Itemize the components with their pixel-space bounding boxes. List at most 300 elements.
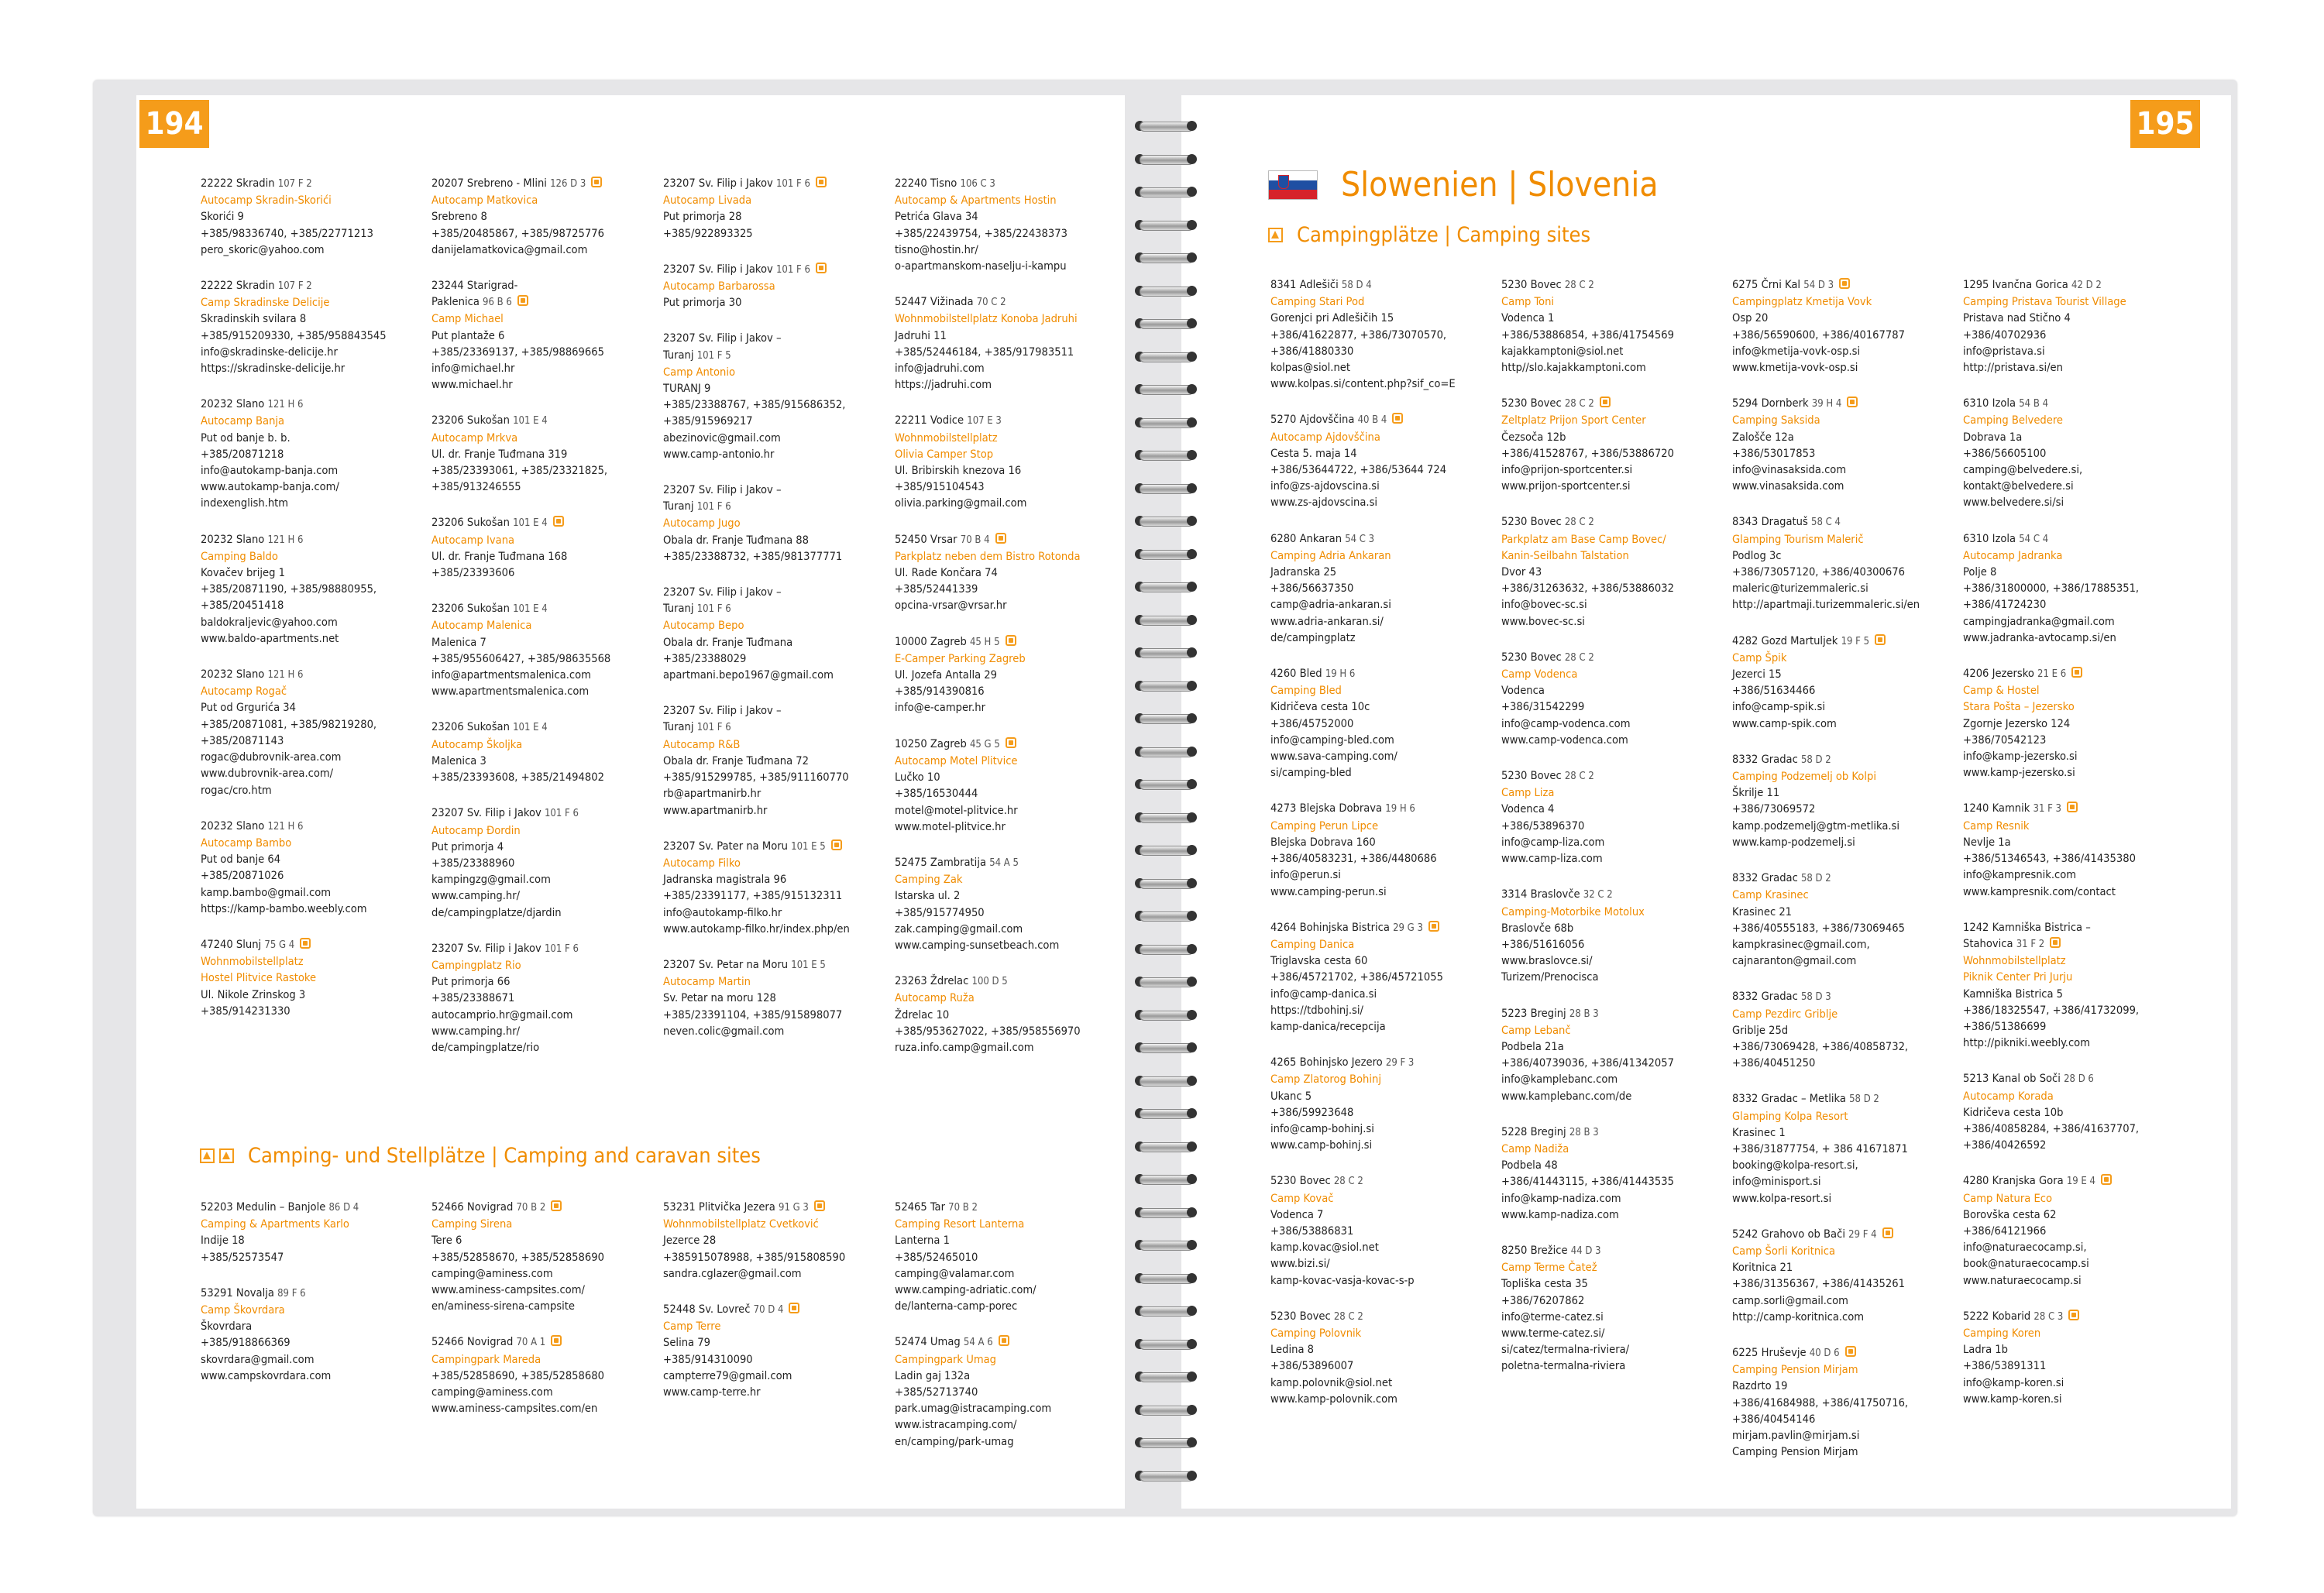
entry-location — [1270, 919, 1492, 936]
map-grid-reference: 54 A 6 — [963, 1337, 993, 1349]
contact-line: Lanterna 1 — [895, 1234, 950, 1248]
contact-line: info@camp-liza.com — [1501, 835, 1605, 849]
contact-line: www.dubrovnik-area.com/ — [201, 767, 334, 781]
campsite-name: Camp Nadiža — [1501, 1142, 1569, 1155]
location-text: 52448 Sv. Lovreč — [663, 1303, 751, 1317]
spiral-ring — [1135, 314, 1197, 334]
contact-line: kamp-danica/recepcija — [1270, 1019, 1386, 1033]
contact-line: Griblje 25d — [1732, 1023, 1789, 1037]
contact-line: Vodenca 1 — [1501, 311, 1555, 325]
contact-line: +385/52858690, +385/52858680 — [431, 1368, 604, 1382]
page-number-left: 194 — [139, 100, 209, 148]
slovenia-flag-icon — [1268, 170, 1318, 200]
contact-line: Lučko 10 — [895, 771, 940, 784]
campsite-entry — [431, 412, 653, 495]
contact-line: +385/20871218 — [201, 447, 284, 461]
spiral-ring — [1135, 215, 1197, 235]
location-text: Turanj — [663, 720, 694, 734]
spiral-ring — [1135, 840, 1197, 860]
spiral-ring — [1135, 347, 1197, 367]
location-text: 20232 Slano — [201, 532, 265, 546]
campsite-entry — [431, 514, 653, 581]
campsite-entry — [431, 277, 653, 294]
entry-location — [1963, 1070, 2185, 1087]
entry-location — [663, 956, 885, 973]
spiral-ring — [1135, 1367, 1197, 1387]
contact-line: Koritnica 21 — [1732, 1261, 1793, 1275]
campsite-entry — [895, 736, 1116, 835]
campsite-name: Wohnmobilstellplatz Konoba Jadruhi — [895, 312, 1078, 326]
contact-line: Dvor 43 — [1501, 565, 1542, 579]
location-text: 6310 Izola — [1963, 531, 2016, 545]
campsite-name: Glamping Kolpa Resort — [1732, 1109, 1848, 1123]
entry-location — [663, 702, 885, 719]
motorhome-pitch-icon — [2068, 1310, 2079, 1320]
spiral-ring — [1135, 1466, 1197, 1486]
contact-line: +386/53896007 — [1270, 1359, 1354, 1373]
location-text: 23206 Sukošan — [431, 602, 510, 616]
entry-location — [1963, 800, 2185, 817]
campsite-entry — [431, 175, 653, 258]
location-text: 8332 Gradac – Metlika — [1732, 1092, 1846, 1106]
entry-location — [1270, 800, 1492, 817]
contact-line: +386/64121966 — [1963, 1224, 2047, 1238]
contact-line: campingjadranka@gmail.com — [1963, 614, 2115, 628]
map-grid-reference: 54 C 4 — [2019, 533, 2049, 545]
contact-line: Ul. Nikole Zrinskog 3 — [201, 987, 306, 1001]
campsite-entry — [201, 531, 422, 647]
campsite-entry — [201, 1199, 422, 1265]
motorhome-pitch-icon — [1847, 397, 1858, 407]
contact-line: +386/45721702, +386/45721055 — [1270, 970, 1443, 984]
campsite-name: Autocamp R&B — [663, 737, 741, 751]
contact-line: www.motel-plitvice.hr — [895, 819, 1006, 833]
location-text: 52450 Vrsar — [895, 532, 957, 546]
spiral-ring — [1135, 445, 1197, 465]
contact-line: +385/915774950 — [895, 905, 985, 919]
contact-line: www.jadranka-avtocamp.si/en — [1963, 630, 2116, 644]
contact-line: info@kmetija-vovk-osp.si — [1732, 344, 1861, 358]
spiral-ring — [1135, 1137, 1197, 1157]
campsite-entry — [1732, 276, 1954, 376]
contact-line: Obala dr. Franje Tuđmana — [663, 635, 793, 649]
contact-line: +385/915209330, +385/958843545 — [201, 328, 387, 342]
contact-line: Jezerci 15 — [1732, 668, 1782, 681]
spiral-ring — [1135, 413, 1197, 433]
entry-location — [1270, 411, 1492, 428]
contact-line: +386/18325547, +386/41732099, — [1963, 1003, 2140, 1017]
location-text: 23207 Sv. Filip i Jakov — [431, 806, 541, 820]
campsite-name: Autocamp Bepo — [663, 619, 744, 633]
contact-line: +386/40702936 — [1963, 328, 2047, 342]
motorhome-pitch-icon — [1839, 278, 1850, 289]
entry-location — [1501, 767, 1723, 784]
spiral-ring — [1135, 610, 1197, 630]
contact-line: https://jadruhi.com — [895, 378, 992, 392]
campsite-name: Glamping Tourism Malerič — [1732, 532, 1864, 546]
contact-line: +386/53886831 — [1270, 1224, 1354, 1238]
location-text: 23206 Sukošan — [431, 720, 510, 734]
campsite-entry — [201, 396, 422, 511]
contact-line: pero_skoric@yahoo.com — [201, 242, 325, 256]
campsite-name: Autocamp Ivana — [431, 533, 515, 547]
location-text: Paklenica — [431, 295, 480, 309]
contact-line: motel@motel-plitvice.hr — [895, 803, 1018, 817]
location-text: 5228 Breginj — [1501, 1124, 1566, 1138]
contact-line: www.kolpas.si/content.php?sif_co=E — [1270, 377, 1456, 391]
contact-line: o-apartmanskom-naselju-i-kampu — [895, 259, 1067, 273]
entry-location — [1732, 633, 1954, 650]
contact-line: indexenglish.htm — [201, 496, 289, 510]
contact-line: +386/41528767, +386/53886720 — [1501, 446, 1674, 460]
map-grid-reference: 19 H 6 — [1325, 668, 1356, 681]
campsite-entry — [201, 936, 422, 1019]
motorhome-pitch-icon — [591, 177, 602, 187]
campsite-name: Camp Kovač — [1270, 1191, 1334, 1205]
contact-line: info@pristava.si — [1963, 344, 2045, 358]
contact-line: info@skradinske-delicije.hr — [201, 345, 338, 359]
contact-line: de/campingplatze/rio — [431, 1040, 540, 1054]
contact-line: de/lanterna-camp-porec — [895, 1299, 1018, 1313]
contact-line: +385/20871190, +385/98880955, — [201, 582, 377, 596]
campsite-entry — [1732, 1344, 1954, 1460]
spiral-ring — [1135, 1235, 1197, 1255]
location-text: 4265 Bohinjsko Jezero — [1270, 1056, 1383, 1069]
location-text: 53231 Plitvička Jezera — [663, 1200, 775, 1214]
map-grid-reference: 32 C 2 — [1583, 889, 1613, 901]
motorhome-pitch-icon — [2067, 802, 2078, 812]
contact-line: opcina-vrsar@vrsar.hr — [895, 599, 1007, 613]
contact-line: +386/51386699 — [1963, 1019, 2047, 1033]
contact-line: Dobrava 1a — [1963, 430, 2023, 444]
entry-location — [201, 666, 422, 683]
location-text: 20232 Slano — [201, 397, 265, 411]
location-text: 5230 Bovec — [1501, 650, 1562, 664]
map-grid-reference: 101 E 4 — [513, 722, 548, 734]
spiral-ring — [1135, 1071, 1197, 1091]
motorhome-pitch-icon — [1006, 737, 1016, 748]
motorhome-pitch-icon — [816, 177, 827, 187]
contact-line: Vodenca 4 — [1501, 802, 1555, 816]
location-text: Turanj — [663, 602, 694, 616]
campsite-name: Camp Zlatorog Bohinj — [1270, 1073, 1381, 1087]
contact-line: www.camping.hr/ — [431, 889, 521, 903]
map-grid-reference: 31 F 3 — [2033, 803, 2061, 815]
map-grid-reference: 121 H 6 — [267, 669, 304, 681]
campsite-name: Camp Skradinske Delicije — [201, 296, 330, 310]
campsite-entry — [663, 482, 885, 498]
map-grid-reference: 29 G 3 — [1393, 922, 1423, 934]
entry-location — [895, 1334, 1116, 1351]
map-grid-reference: 70 B 4 — [960, 534, 990, 546]
contact-line: Polje 8 — [1963, 565, 1997, 579]
location-text: 23207 Sv. Filip i Jakov – — [663, 585, 782, 599]
campsite-entry — [663, 1199, 885, 1282]
campsite-entry — [1732, 870, 1954, 969]
location-text: 4206 Jezersko — [1963, 667, 2034, 681]
entry-location — [895, 294, 1116, 311]
motorhome-pitch-icon — [1875, 634, 1886, 645]
contact-line: Ul. dr. Franje Tuđmana 319 — [431, 447, 568, 461]
contact-line: www.kamp-polovnik.com — [1270, 1392, 1397, 1406]
entry-location — [431, 719, 653, 736]
location-text: 23207 Sv. Filip i Jakov — [663, 177, 773, 190]
motorhome-pitch-icon — [1006, 635, 1016, 646]
map-grid-reference: 40 B 4 — [1357, 414, 1387, 427]
campsite-entry — [1501, 1005, 1723, 1104]
contact-line: +386/31800000, +386/17885351, — [1963, 582, 2140, 596]
location-text: 1295 Ivančna Gorica — [1963, 278, 2068, 291]
map-grid-reference: 54 C 3 — [1345, 533, 1375, 545]
location-text: 20232 Slano — [201, 668, 265, 681]
map-grid-reference: 54 D 3 — [1803, 280, 1834, 291]
contact-line: +385/914390816 — [895, 685, 985, 699]
campsite-name: Autocamp Matkovica — [431, 194, 538, 208]
contact-line: kolpas@siol.net — [1270, 361, 1351, 375]
map-grid-reference: 101 E 5 — [791, 840, 826, 853]
spiral-ring — [1135, 1005, 1197, 1025]
entry-location — [663, 584, 885, 600]
campsite-name: Autocamp Rogač — [201, 685, 287, 699]
contact-line: +385/23393606 — [431, 566, 515, 580]
contact-line: http://pristava.si/en — [1963, 361, 2063, 375]
motorhome-pitch-icon — [2101, 1174, 2112, 1185]
spiral-ring — [1135, 939, 1197, 960]
contact-line: info@autokamp-filko.hr — [663, 905, 782, 919]
tent-icon — [1268, 228, 1283, 242]
contact-line: Ul. Jozefa Antalla 29 — [895, 668, 998, 682]
contact-line: Pristava nad Stično 4 — [1963, 311, 2071, 325]
contact-line: Škovrdara — [201, 1320, 253, 1334]
contact-line: Indije 18 — [201, 1234, 245, 1248]
campsite-name: Campingpark Umag — [895, 1352, 996, 1366]
location-text: 20232 Slano — [201, 819, 265, 833]
location-text: 5223 Breginj — [1501, 1006, 1566, 1020]
entry-location — [1270, 1308, 1492, 1325]
contact-line: Skorići 9 — [201, 210, 244, 224]
entry-location — [1270, 665, 1492, 682]
campsite-entry — [663, 175, 885, 242]
contact-line: +385/52713740 — [895, 1385, 978, 1399]
entry-location — [663, 1199, 885, 1216]
contact-line: +385/23393061, +385/23321825, — [431, 464, 608, 478]
entry-location — [201, 1199, 422, 1216]
campsite-name: Piknik Center Pri Jurju — [1963, 970, 2073, 984]
location-text: Turanj — [663, 348, 694, 362]
map-grid-reference: 42 D 2 — [2071, 280, 2102, 291]
campsite-name: Camping-Motorbike Motolux — [1501, 905, 1645, 918]
map-grid-reference: 58 D 3 — [1800, 991, 1831, 1004]
map-grid-reference: 29 F 3 — [1385, 1057, 1415, 1069]
entry-location — [1501, 1005, 1723, 1022]
motorhome-pitch-icon — [1428, 921, 1439, 932]
contact-line: Ladra 1b — [1963, 1343, 2008, 1357]
spiral-ring — [1135, 281, 1197, 301]
campsite-entry — [201, 277, 422, 376]
campsite-name: E-Camper Parking Zagreb — [895, 651, 1026, 665]
contact-line: +386/31356367, +386/41435261 — [1732, 1277, 1905, 1291]
entry-location — [895, 531, 1116, 548]
spiral-ring — [1135, 874, 1197, 894]
entry-location — [1501, 276, 1723, 294]
contact-line: Put primorja 66 — [431, 975, 511, 989]
contact-line: en/aminess-sirena-campsite — [431, 1299, 575, 1313]
map-grid-reference: 28 C 2 — [1333, 1176, 1363, 1188]
contact-line: +385/915299785, +385/911160770 — [663, 771, 849, 784]
map-grid-reference: 28 C 2 — [1333, 1310, 1363, 1323]
contact-line: +385/23388671 — [431, 991, 515, 1005]
contact-line: +386/53017853 — [1732, 446, 1816, 460]
contact-line: Škrilje 11 — [1732, 786, 1780, 800]
contact-line: www.adria-ankaran.si/ — [1270, 614, 1384, 628]
campsite-entry — [663, 956, 885, 1039]
entry-location — [895, 1199, 1116, 1216]
contact-line: +385/23388767, +385/915686352, — [663, 398, 846, 412]
entry-location — [431, 277, 653, 294]
entry-location — [431, 1334, 653, 1351]
spiral-ring — [1135, 742, 1197, 762]
campsite-entry — [1732, 988, 1954, 1071]
contact-line: www.camping-sunsetbeach.com — [895, 938, 1060, 952]
contact-line: de/campingplatze/djardin — [431, 905, 562, 919]
campsite-entry — [431, 719, 653, 785]
map-grid-reference: 107 E 3 — [967, 415, 1002, 427]
motorhome-pitch-icon — [814, 1200, 825, 1211]
contact-line: Podbela 48 — [1501, 1159, 1558, 1172]
spiral-ring — [1135, 479, 1197, 499]
contact-line: neven.colic@gmail.com — [663, 1024, 785, 1038]
map-grid-reference: 28 C 2 — [1564, 280, 1594, 291]
contact-line: Zgornje Jezersko 124 — [1963, 716, 2071, 730]
campsite-name: Autocamp Martin — [663, 975, 751, 989]
campsite-entry — [895, 1334, 1116, 1449]
map-grid-reference: 28 C 3 — [2033, 1310, 2064, 1323]
location-text: 8332 Gradac — [1732, 871, 1798, 885]
contact-line: +386/40451250 — [1732, 1056, 1816, 1070]
motorhome-pitch-icon — [553, 516, 564, 527]
contact-line: Jadruhi 11 — [895, 328, 947, 342]
contact-line: si/camping-bled — [1270, 766, 1352, 780]
entry-location — [201, 277, 422, 294]
contact-line: +386/53896370 — [1501, 819, 1585, 833]
contact-line: +385/918866369 — [201, 1336, 290, 1350]
contact-line: camping@aminess.com — [431, 1385, 553, 1399]
entry-location — [431, 805, 653, 822]
contact-line: +386/45752000 — [1270, 716, 1354, 730]
map-grid-reference: 70 B 2 — [516, 1202, 546, 1214]
campsite-name: Camping Sirena — [431, 1217, 513, 1231]
map-grid-reference: 45 H 5 — [969, 636, 1000, 648]
contact-line: Obala dr. Franje Tuđmana 72 — [663, 754, 809, 767]
contact-line: info@bovec-sc.si — [1501, 598, 1587, 612]
campsite-name: Camp Toni — [1501, 295, 1555, 309]
map-grid-reference: 89 F 6 — [277, 1287, 306, 1299]
contact-line: Ukanc 5 — [1270, 1089, 1312, 1103]
location-text: 23206 Sukošan — [431, 516, 510, 530]
campsite-entry — [663, 702, 885, 719]
location-text: 23207 Sv. Filip i Jakov – — [663, 331, 782, 345]
campsite-entry — [1501, 767, 1723, 867]
contact-line: info@camping-bled.com — [1270, 733, 1394, 747]
campsite-entry — [1963, 1308, 2185, 1407]
contact-line: www.kmetija-vovk-osp.si — [1732, 361, 1858, 375]
spiral-ring — [1135, 906, 1197, 926]
entry-location — [1963, 395, 2185, 412]
campsite-name: Camping Podzemelj ob Kolpi — [1732, 770, 1876, 784]
campsite-name: Autocamp Mrkva — [431, 431, 518, 445]
contact-line: +386/40555183, +386/73069465 — [1732, 921, 1905, 935]
entry-location — [895, 854, 1116, 871]
campsite-name: Camp Antonio — [663, 365, 735, 379]
map-grid-reference: 101 F 5 — [696, 349, 731, 362]
campsite-name: Camp Natura Eco — [1963, 1191, 2052, 1205]
map-grid-reference: 70 C 2 — [976, 297, 1006, 309]
map-grid-reference: 101 E 4 — [513, 415, 548, 427]
campsite-name: Autocamp Banja — [201, 414, 285, 428]
contact-line: Krasinec 21 — [1732, 905, 1793, 918]
map-grid-reference: 58 D 2 — [1800, 754, 1831, 766]
contact-line: rb@apartmanirb.hr — [663, 787, 761, 801]
entry-location — [663, 175, 885, 192]
location-text: 4264 Bohinjska Bistrica — [1270, 920, 1390, 934]
entry-location — [1732, 1344, 1954, 1361]
right-section-heading — [1268, 223, 1590, 247]
campsite-entry — [1732, 633, 1954, 732]
location-text: 1242 Kamniška Bistrica – — [1963, 920, 2091, 934]
campsite-entry — [663, 600, 885, 683]
contact-line: +386/41684988, +386/41750716, — [1732, 1396, 1909, 1409]
contact-line: Topliška cesta 35 — [1501, 1277, 1588, 1291]
campsite-name: Parkplatz am Base Camp Bovec/ — [1501, 532, 1666, 546]
map-grid-reference: 28 C 2 — [1564, 651, 1594, 664]
campsite-name: Camp Šorli Koritnica — [1732, 1244, 1836, 1258]
location-text: 5213 Kanal ob Soči — [1963, 1072, 2061, 1086]
spiral-ring — [1135, 774, 1197, 795]
contact-line: info@camp-vodenca.com — [1501, 716, 1631, 730]
campsite-entry — [1501, 395, 1723, 494]
contact-line: Braslovče 68b — [1501, 921, 1574, 935]
contact-line: +386/41622877, +386/73070570, — [1270, 328, 1447, 342]
right-section-title: Campingplätze | Camping sites — [1297, 223, 1591, 247]
contact-line: info@michael.hr — [431, 362, 515, 376]
location-text: 47240 Slunj — [201, 937, 262, 951]
campsite-entry — [895, 973, 1116, 1056]
contact-line: danijelamatkovica@gmail.com — [431, 242, 588, 256]
map-grid-reference: 58 D 2 — [1849, 1093, 1879, 1106]
contact-line: info@jadruhi.com — [895, 362, 985, 376]
contact-line: www.camp-antonio.hr — [663, 447, 775, 461]
contact-line: www.camp-vodenca.com — [1501, 733, 1628, 747]
campsite-name: Camp Pezdirc Griblje — [1732, 1007, 1838, 1021]
contact-line: http://camp-koritnica.com — [1732, 1310, 1865, 1323]
left-section2-column-3 — [663, 1199, 885, 1420]
contact-line: www.zs-ajdovscina.si — [1270, 496, 1378, 510]
entry-location — [1501, 1124, 1723, 1141]
contact-line: www.apartmentsmalenica.com — [431, 685, 590, 699]
contact-line: info@kampresnik.com — [1963, 868, 2077, 882]
contact-line: +385/23369137, +385/98869665 — [431, 345, 604, 359]
map-grid-reference: 91 G 3 — [779, 1202, 809, 1214]
campsite-name: Autocamp Livada — [663, 194, 752, 208]
left-section2-column-4 — [895, 1199, 1116, 1469]
location-text: 10000 Zagreb — [895, 634, 967, 648]
map-grid-reference: 126 D 3 — [550, 178, 586, 190]
contact-line: +385/914231330 — [201, 1004, 290, 1018]
location-text: 23207 Sv. Filip i Jakov — [431, 941, 541, 955]
campsite-name: Autocamp Bambo — [201, 836, 292, 850]
contact-line: Put primorja 30 — [663, 296, 742, 310]
contact-line: www.aminess-campsites.com/en — [431, 1402, 598, 1416]
